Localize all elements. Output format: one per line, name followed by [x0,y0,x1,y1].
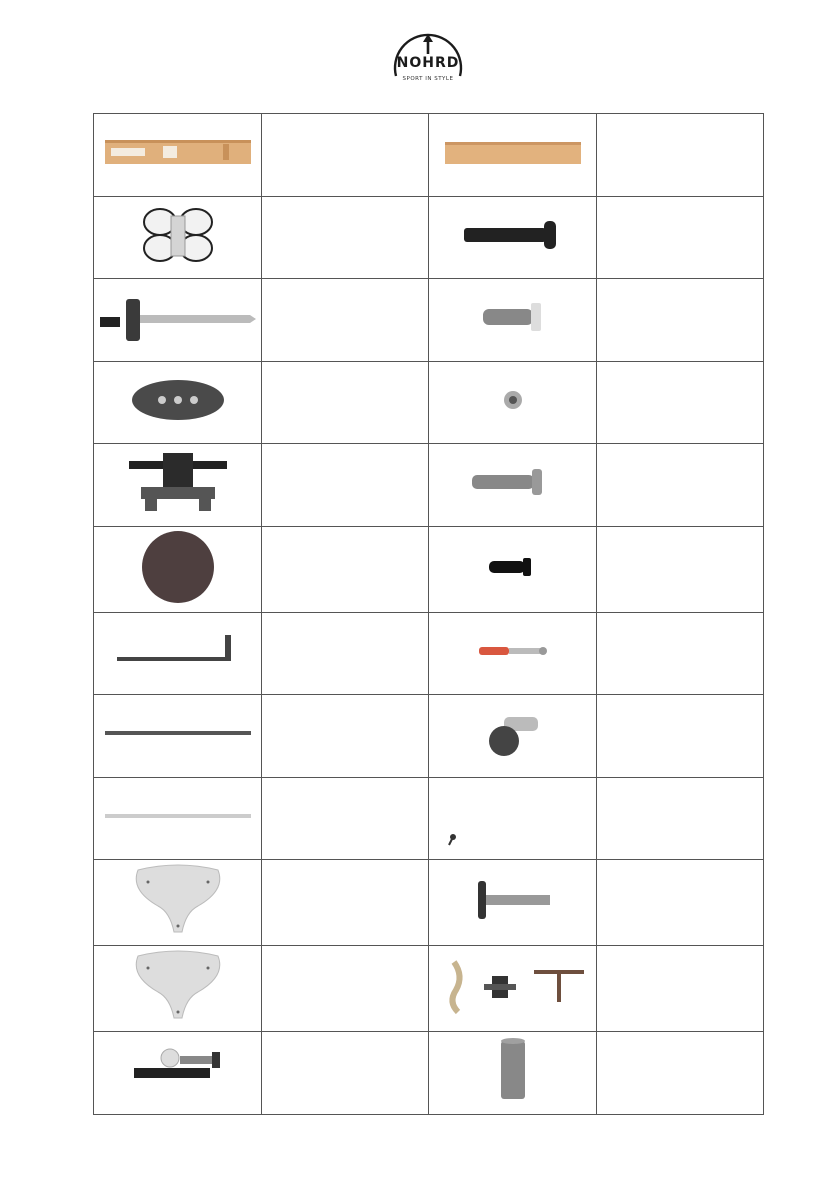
part-label-cell [262,361,429,444]
flat-head-pin-icon [429,875,596,930]
part-label-cell [597,361,764,444]
small-nut-icon [429,385,596,420]
parts-row [94,695,764,778]
part-label-cell [597,1032,764,1115]
foot-plate-alt-icon [94,946,261,1031]
part-label-cell [262,196,429,279]
part-label-cell [597,860,764,946]
parts-table [93,113,764,1115]
part-label-cell [262,114,429,197]
parts-row [94,279,764,362]
black-wall-plug-icon [429,552,596,587]
part-label-cell [262,695,429,778]
part-image-cell [429,1032,597,1115]
long-black-bolt-icon [429,215,596,260]
part-image-cell [94,279,262,362]
clamp-assembly-icon [94,1040,261,1105]
part-label-cell [262,860,429,946]
parts-row [94,860,764,946]
parts-row [94,946,764,1032]
part-label-cell [262,946,429,1032]
part-image-cell [94,1032,262,1115]
long-dark-rod-icon [94,723,261,748]
part-image-cell [94,860,262,946]
part-image-cell [429,777,597,860]
part-image-cell [429,361,597,444]
part-image-cell [429,196,597,279]
parts-row [94,612,764,695]
seat-carriage-icon [94,447,261,522]
pulley-bracket-icon [94,200,261,275]
rope-and-hardware-set-icon [429,956,596,1021]
part-label-cell [597,196,764,279]
brand-logo [388,30,468,90]
part-label-cell [262,279,429,362]
part-label-cell [597,444,764,527]
part-image-cell [94,695,262,778]
wooden-rail-plain-icon [429,132,596,177]
wooden-rail-slotted-icon [94,132,261,177]
part-label-cell [597,526,764,612]
part-image-cell [429,114,597,197]
grey-tube-icon [429,1035,596,1110]
part-image-cell [94,444,262,527]
part-label-cell [597,777,764,860]
part-label-cell [597,114,764,197]
part-image-cell [429,612,597,695]
medium-grey-bolt-icon [429,462,596,507]
logo-wordmark: NOHRD [396,55,460,71]
parts-row [94,444,764,527]
part-label-cell [262,444,429,527]
adjustment-rod-with-knob-icon [94,287,261,352]
allen-key-icon [94,631,261,676]
oval-plate-icon [94,375,261,430]
part-image-cell [429,860,597,946]
part-label-cell [262,526,429,612]
mushroom-knob-icon [429,703,596,768]
short-grey-bolt-icon [429,297,596,342]
part-label-cell [262,1032,429,1115]
part-image-cell [429,279,597,362]
part-image-cell [94,114,262,197]
part-label-cell [597,279,764,362]
tiny-pin-icon [429,781,596,856]
part-image-cell [429,946,597,1032]
part-image-cell [94,946,262,1032]
part-image-cell [429,695,597,778]
parts-row [94,196,764,279]
part-label-cell [262,777,429,860]
part-label-cell [597,695,764,778]
parts-row [94,526,764,612]
parts-row [94,361,764,444]
long-light-rod-icon [94,806,261,831]
parts-row [94,114,764,197]
parts-row [94,1032,764,1115]
part-image-cell [429,444,597,527]
parts-row [94,777,764,860]
part-image-cell [94,777,262,860]
logo-tagline: SPORT IN STYLE [402,76,454,82]
foot-plate-icon [94,860,261,945]
part-label-cell [262,612,429,695]
part-image-cell [94,612,262,695]
part-image-cell [94,196,262,279]
part-image-cell [94,526,262,612]
part-label-cell [597,612,764,695]
part-image-cell [94,361,262,444]
part-image-cell [429,526,597,612]
red-wall-anchor-icon [429,636,596,671]
round-disc-icon [94,527,261,612]
part-label-cell [597,946,764,1032]
